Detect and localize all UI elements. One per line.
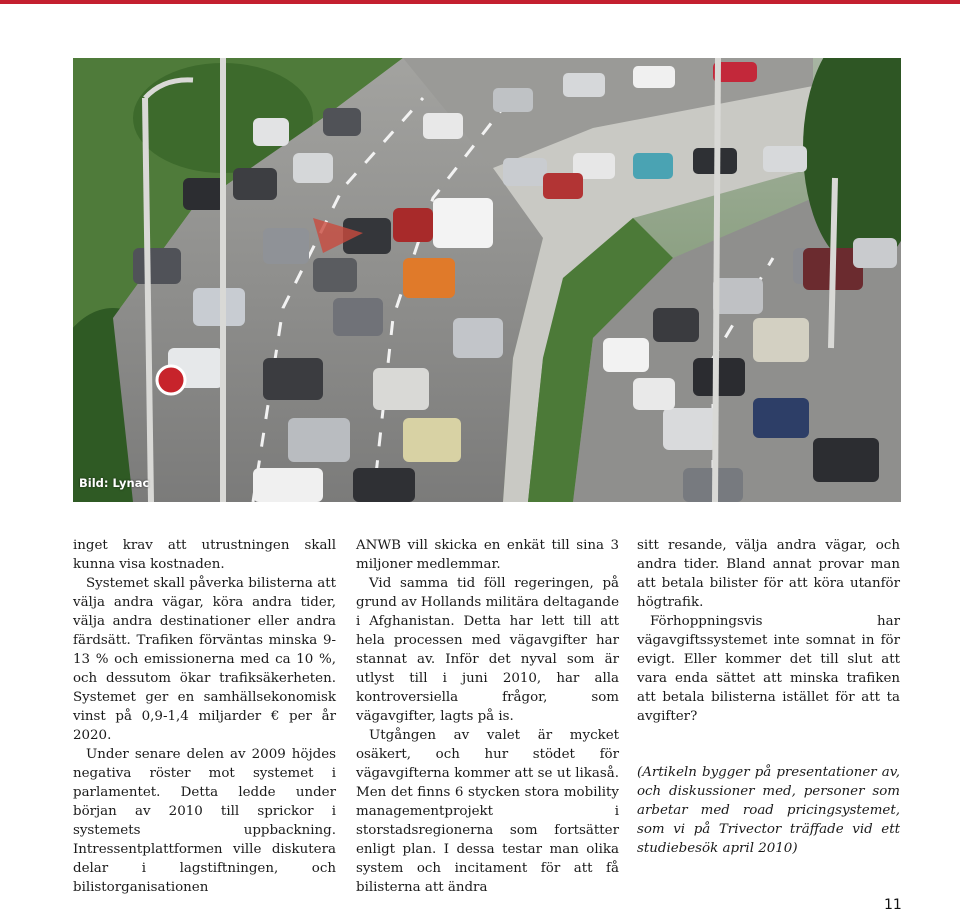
paragraph: sitt resande, välja andra vägar, och andra tider. Bland annat provar man att betala bilister för att köra utanför högtrafik. (637, 538, 900, 610)
paragraph: inget krav att utrustningen skall kunna visa kostnaden. (73, 538, 336, 572)
top-accent-rule (0, 0, 960, 4)
traffic-photo-illustration (73, 58, 901, 502)
paragraph: Systemet skall påverka bilisterna att välja andra vägar, köra andra tider, välja andra destinationer eller andra färdsätt. Trafiken förväntas minska 9-13 % och emissionerna med ca 10 %, och dessutom ökar trafiksäkerheten. Systemet ger en samhällsekonomisk vinst på 0,9-1,4 miljarder € per år 2020. (73, 576, 336, 743)
text-column-3 (637, 536, 900, 858)
text-column-1 (73, 536, 336, 897)
paragraph: Förhoppningsvis har vägavgiftssystemet inte somnat in för evigt. Eller kommer det till slut att vara enda sättet att minska trafiken att betala bilisterna istället för att ta avgifter? (637, 614, 900, 724)
page-number: 11 (884, 897, 902, 913)
text-column-2 (356, 536, 619, 897)
paragraph: ANWB vill skicka en enkät till sina 3 miljoner medlemmar. (356, 538, 619, 572)
traffic-jam-photo (73, 58, 901, 502)
paragraph: Utgången av valet är mycket osäkert, och hur stödet för vägavgifterna kommer att se ut likaså. Men det finns 6 stycken stora mobility managementprojekt i storstadsregionerna som fortsätter enligt plan. I dessa testar man olika system och incitament för att få bilisterna att ändra (356, 728, 619, 895)
source-note: (Artikeln bygger på presentationer av, och diskussioner med, personer som arbetar med road pricingsystemet, som vi på Trivector träffade vid ett studiebesök april 2010) (637, 765, 900, 856)
road-sign-icon (157, 366, 185, 394)
photo-credit: Bild: Lynac (79, 476, 150, 490)
paragraph: Under senare delen av 2009 höjdes negativa röster mot systemet i parlamentet. Detta ledde under början av 2010 till sprickor i systemets uppbackning. Intressentplattformen ville diskutera delar i lagstiftningen, och bilistorganisationen (73, 747, 336, 895)
paragraph: Vid samma tid föll regeringen, på grund av Hollands militära deltagande i Afghanistan. Detta har lett till att hela processen med vägavgifter har stannat av. Inför det nyval som är utlyst till i juni 2010, har alla kontroversiella frågor, som vägavgifter, lagts på is. (356, 576, 619, 724)
